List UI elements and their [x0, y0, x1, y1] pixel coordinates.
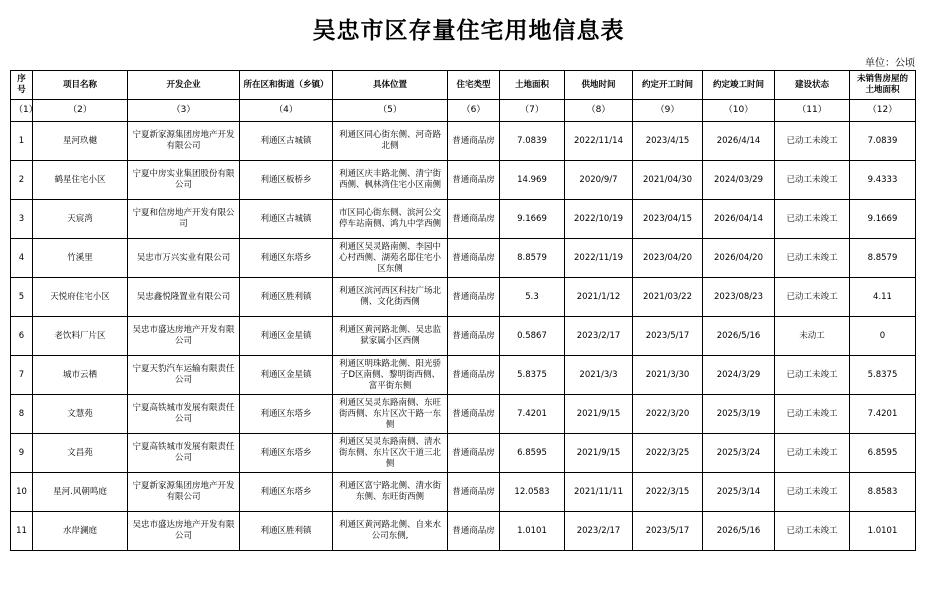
header-completion-date: 约定竣工时间: [703, 71, 775, 100]
cell-project: 鹤星住宅小区: [33, 161, 128, 200]
cell-district: 利通区古城镇: [240, 122, 333, 161]
cell-district: 利通区东塔乡: [240, 239, 333, 278]
cell-housing-type: 普通商品房: [448, 239, 500, 278]
cell-completion-date: 2024/3/29: [703, 356, 775, 395]
cell-start-date: 2023/5/17: [633, 512, 703, 551]
cell-seq: 5: [11, 278, 33, 317]
cell-status: 已动工未竣工: [775, 395, 850, 434]
cell-seq: 6: [11, 317, 33, 356]
header-seq: 序号: [11, 71, 33, 100]
cell-housing-type: 普通商品房: [448, 512, 500, 551]
cell-developer: 宁夏天豹汽车运输有限责任公司: [128, 356, 240, 395]
index-cell: （1）: [11, 100, 33, 122]
cell-project: 天宸湾: [33, 200, 128, 239]
header-area: 土地面积: [500, 71, 565, 100]
cell-housing-type: 普通商品房: [448, 356, 500, 395]
cell-start-date: 2022/3/25: [633, 434, 703, 473]
cell-unsold-area: 4.11: [850, 278, 916, 317]
cell-unsold-area: 7.0839: [850, 122, 916, 161]
index-cell: （6）: [448, 100, 500, 122]
cell-status: 已动工未竣工: [775, 473, 850, 512]
table-row: [11, 317, 916, 356]
cell-completion-date: 2026/5/16: [703, 512, 775, 551]
cell-project: 星河.风朝鸣庭: [33, 473, 128, 512]
header-developer: 开发企业: [128, 71, 240, 100]
cell-area: 5.8375: [500, 356, 565, 395]
cell-project: 天悦府住宅小区: [33, 278, 128, 317]
header-start-date: 约定开工时间: [633, 71, 703, 100]
cell-status: 已动工未竣工: [775, 122, 850, 161]
cell-area: 7.4201: [500, 395, 565, 434]
cell-unsold-area: 7.4201: [850, 395, 916, 434]
cell-supply-date: 2021/9/15: [565, 395, 633, 434]
table-row: [11, 122, 916, 161]
unit-note: 单位：公顷: [865, 58, 915, 69]
cell-district: 利通区金星镇: [240, 317, 333, 356]
cell-supply-date: 2022/10/19: [565, 200, 633, 239]
header-unsold-area: 未销售房屋的土地面积: [850, 71, 916, 100]
cell-district: 利通区东塔乡: [240, 473, 333, 512]
cell-completion-date: 2026/5/16: [703, 317, 775, 356]
cell-location: 利通区庆丰路北侧、清宁街西侧、枫林湾住宅小区南侧: [333, 161, 448, 200]
cell-developer: 宁夏新家源集团房地产开发有限公司: [128, 122, 240, 161]
cell-project: 老饮料厂片区: [33, 317, 128, 356]
cell-completion-date: 2023/08/23: [703, 278, 775, 317]
cell-seq: 11: [11, 512, 33, 551]
cell-project: 竹溪里: [33, 239, 128, 278]
cell-supply-date: 2023/2/17: [565, 317, 633, 356]
cell-area: 9.1669: [500, 200, 565, 239]
cell-project: 城市云栖: [33, 356, 128, 395]
cell-developer: 宁夏和信房地产开发有限公司: [128, 200, 240, 239]
cell-project: 文慧苑: [33, 395, 128, 434]
table-row: [11, 161, 916, 200]
cell-area: 6.8595: [500, 434, 565, 473]
index-cell: （10）: [703, 100, 775, 122]
index-cell: （7）: [500, 100, 565, 122]
cell-completion-date: 2026/4/14: [703, 122, 775, 161]
cell-unsold-area: 9.1669: [850, 200, 916, 239]
cell-completion-date: 2026/04/20: [703, 239, 775, 278]
index-cell: （2）: [33, 100, 128, 122]
cell-area: 5.3: [500, 278, 565, 317]
cell-location: 利通区黄河路北侧、吴忠监狱家属小区西侧: [333, 317, 448, 356]
cell-supply-date: 2020/9/7: [565, 161, 633, 200]
cell-district: 利通区古城镇: [240, 200, 333, 239]
cell-start-date: 2023/04/20: [633, 239, 703, 278]
cell-unsold-area: 0: [850, 317, 916, 356]
cell-supply-date: 2021/3/3: [565, 356, 633, 395]
cell-area: 12.0583: [500, 473, 565, 512]
cell-unsold-area: 8.8583: [850, 473, 916, 512]
cell-seq: 4: [11, 239, 33, 278]
cell-developer: 宁夏中房实业集团股份有限公司: [128, 161, 240, 200]
cell-start-date: 2022/3/20: [633, 395, 703, 434]
cell-start-date: 2022/3/15: [633, 473, 703, 512]
table-header-row: [11, 71, 916, 100]
cell-unsold-area: 1.0101: [850, 512, 916, 551]
header-project: 项目名称: [33, 71, 128, 100]
cell-district: 利通区东塔乡: [240, 434, 333, 473]
cell-housing-type: 普通商品房: [448, 395, 500, 434]
cell-project: 星河玖樾: [33, 122, 128, 161]
table-row: [11, 512, 916, 551]
table-row: [11, 278, 916, 317]
cell-supply-date: 2023/2/17: [565, 512, 633, 551]
index-cell: （11）: [775, 100, 850, 122]
cell-seq: 1: [11, 122, 33, 161]
table-row: [11, 356, 916, 395]
cell-developer: 吴忠市盛达房地产开发有限公司: [128, 512, 240, 551]
cell-start-date: 2021/3/30: [633, 356, 703, 395]
cell-seq: 10: [11, 473, 33, 512]
cell-district: 利通区板桥乡: [240, 161, 333, 200]
cell-start-date: 2021/04/30: [633, 161, 703, 200]
cell-supply-date: 2022/11/19: [565, 239, 633, 278]
cell-housing-type: 普通商品房: [448, 200, 500, 239]
header-status: 建设状态: [775, 71, 850, 100]
cell-status: 已动工未竣工: [775, 161, 850, 200]
cell-developer: 宁夏高铁城市发展有限责任公司: [128, 434, 240, 473]
cell-housing-type: 普通商品房: [448, 434, 500, 473]
table-row: [11, 239, 916, 278]
table-row: [11, 200, 916, 239]
column-index-row: [11, 100, 916, 122]
cell-status: 已动工未竣工: [775, 239, 850, 278]
header-supply-date: 供地时间: [565, 71, 633, 100]
cell-completion-date: 2025/3/24: [703, 434, 775, 473]
cell-completion-date: 2025/3/14: [703, 473, 775, 512]
cell-seq: 8: [11, 395, 33, 434]
index-cell: （4）: [240, 100, 333, 122]
cell-status: 已动工未竣工: [775, 512, 850, 551]
header-district: 所在区和街道（乡镇）: [240, 71, 333, 100]
cell-area: 8.8579: [500, 239, 565, 278]
cell-housing-type: 普通商品房: [448, 473, 500, 512]
cell-supply-date: 2022/11/14: [565, 122, 633, 161]
cell-supply-date: 2021/11/11: [565, 473, 633, 512]
cell-unsold-area: 5.8375: [850, 356, 916, 395]
page-title: 吴忠市区存量住宅用地信息表: [312, 17, 625, 44]
cell-location: 利通区明珠路北侧、阳光骄子D区南侧、黎明街西侧、富平街东侧: [333, 356, 448, 395]
cell-district: 利通区金星镇: [240, 356, 333, 395]
cell-status: 已动工未竣工: [775, 356, 850, 395]
cell-area: 1.0101: [500, 512, 565, 551]
cell-seq: 2: [11, 161, 33, 200]
index-cell: （3）: [128, 100, 240, 122]
cell-district: 利通区胜利镇: [240, 278, 333, 317]
cell-status: 未动工: [775, 317, 850, 356]
cell-completion-date: 2025/3/19: [703, 395, 775, 434]
cell-district: 利通区东塔乡: [240, 395, 333, 434]
cell-status: 已动工未竣工: [775, 278, 850, 317]
cell-location: 利通区吴灵路南侧、李园中心村西侧、湖苑名邸住宅小区东侧: [333, 239, 448, 278]
cell-housing-type: 普通商品房: [448, 161, 500, 200]
cell-start-date: 2023/4/15: [633, 122, 703, 161]
cell-location: 利通区富宁路北侧、清水街东侧、东旺街西侧: [333, 473, 448, 512]
cell-developer: 宁夏新家源集团房地产开发有限公司: [128, 473, 240, 512]
cell-completion-date: 2026/04/14: [703, 200, 775, 239]
cell-housing-type: 普通商品房: [448, 278, 500, 317]
cell-developer: 吴忠鑫悦隆置业有限公司: [128, 278, 240, 317]
cell-seq: 3: [11, 200, 33, 239]
cell-seq: 7: [11, 356, 33, 395]
cell-unsold-area: 8.8579: [850, 239, 916, 278]
cell-supply-date: 2021/1/12: [565, 278, 633, 317]
cell-location: 利通区滨河西区科技广场北侧、文化街西侧: [333, 278, 448, 317]
header-housing-type: 住宅类型: [448, 71, 500, 100]
cell-unsold-area: 6.8595: [850, 434, 916, 473]
table-row: [11, 434, 916, 473]
cell-project: 水岸澜庭: [33, 512, 128, 551]
cell-housing-type: 普通商品房: [448, 317, 500, 356]
cell-completion-date: 2024/03/29: [703, 161, 775, 200]
cell-district: 利通区胜利镇: [240, 512, 333, 551]
index-cell: （12）: [850, 100, 916, 122]
table-row: [11, 473, 916, 512]
header-location: 具体位置: [333, 71, 448, 100]
cell-area: 7.0839: [500, 122, 565, 161]
cell-status: 已动工未竣工: [775, 200, 850, 239]
cell-seq: 9: [11, 434, 33, 473]
cell-location: 利通区同心街东侧、河奇路北侧: [333, 122, 448, 161]
cell-location: 利通区吴灵东路南侧、东旺街西侧、东片区次干路一东侧: [333, 395, 448, 434]
cell-area: 0.5867: [500, 317, 565, 356]
cell-status: 已动工未竣工: [775, 434, 850, 473]
index-cell: （8）: [565, 100, 633, 122]
cell-developer: 吴忠市盛达房地产开发有限公司: [128, 317, 240, 356]
cell-location: 利通区黄河路北侧、自来水公司东侧,: [333, 512, 448, 551]
cell-start-date: 2023/5/17: [633, 317, 703, 356]
cell-developer: 宁夏高铁城市发展有限责任公司: [128, 395, 240, 434]
cell-supply-date: 2021/9/15: [565, 434, 633, 473]
cell-unsold-area: 9.4333: [850, 161, 916, 200]
land-info-table: [10, 70, 916, 551]
cell-start-date: 2021/03/22: [633, 278, 703, 317]
cell-location: 利通区吴灵东路南侧、清水街东侧、东片区次干道三北侧: [333, 434, 448, 473]
table-row: [11, 395, 916, 434]
cell-developer: 吴忠市万兴实业有限公司: [128, 239, 240, 278]
index-cell: （9）: [633, 100, 703, 122]
cell-start-date: 2023/04/15: [633, 200, 703, 239]
cell-project: 文昌苑: [33, 434, 128, 473]
cell-area: 14.969: [500, 161, 565, 200]
cell-housing-type: 普通商品房: [448, 122, 500, 161]
cell-location: 市区同心街东侧、滨河公交停车站南侧、鸿九中学西侧: [333, 200, 448, 239]
index-cell: （5）: [333, 100, 448, 122]
